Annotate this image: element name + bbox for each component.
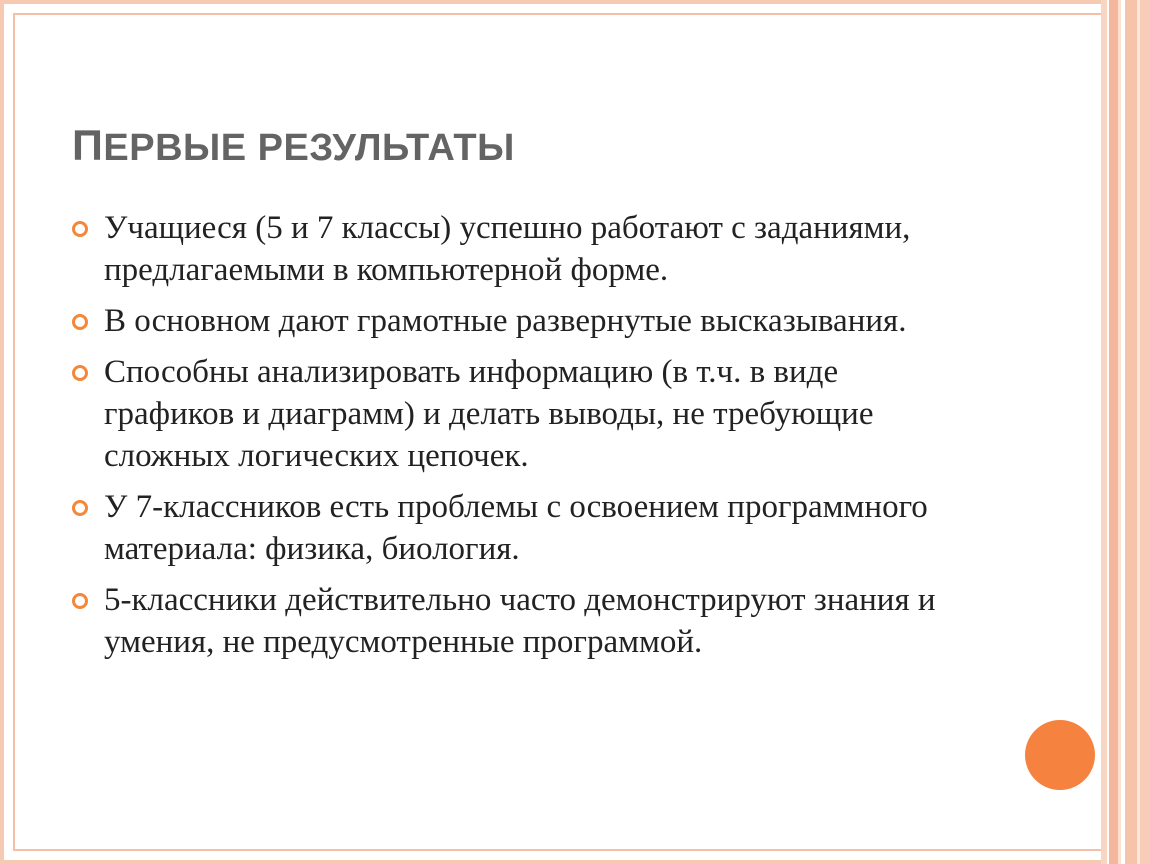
ring-bullet-icon <box>72 593 88 609</box>
frame-left-border <box>0 0 4 864</box>
bullet-item <box>72 207 972 291</box>
bullet-text: Учащиеся (5 и 7 классы) успешно работают с заданиями, предлагаемыми в компьютерной форме. <box>104 210 911 288</box>
bullet-text: В основном дают грамотные развернутые высказывания. <box>104 303 907 339</box>
frame-inner-left-line <box>13 13 15 851</box>
bullet-item <box>72 579 972 663</box>
ring-bullet-icon <box>72 314 88 330</box>
bullet-text: У 7-классников есть проблемы с освоением программного материала: физика, биология. <box>104 489 928 567</box>
title-initial-letter: П <box>72 122 104 170</box>
right-stripe <box>1109 0 1118 864</box>
right-stripe <box>1125 0 1137 864</box>
bullet-item <box>72 351 972 477</box>
orange-circle-decoration <box>1025 720 1095 790</box>
frame-bottom-border <box>0 860 1150 864</box>
bullet-item <box>72 486 972 570</box>
bullet-item <box>72 300 972 342</box>
frame-top-border <box>0 0 1150 4</box>
right-stripe <box>1140 0 1150 864</box>
frame-inner-top-line <box>13 13 1103 15</box>
ring-bullet-icon <box>72 500 88 516</box>
frame-inner-bottom-line <box>13 849 1103 851</box>
slide-title <box>72 122 515 171</box>
bullet-list <box>72 207 972 672</box>
ring-bullet-icon <box>72 365 88 381</box>
bullet-text: 5-классники действительно часто демонстрируют знания и умения, не предусмотренные программой. <box>104 582 936 660</box>
title-rest: ЕРВЫЕ РЕЗУЛЬТАТЫ <box>103 127 515 169</box>
ring-bullet-icon <box>72 221 88 237</box>
bullet-text: Способны анализировать информацию (в т.ч. в виде графиков и диаграмм) и делать выводы, не требующие сложных логических цепочек. <box>104 354 874 474</box>
